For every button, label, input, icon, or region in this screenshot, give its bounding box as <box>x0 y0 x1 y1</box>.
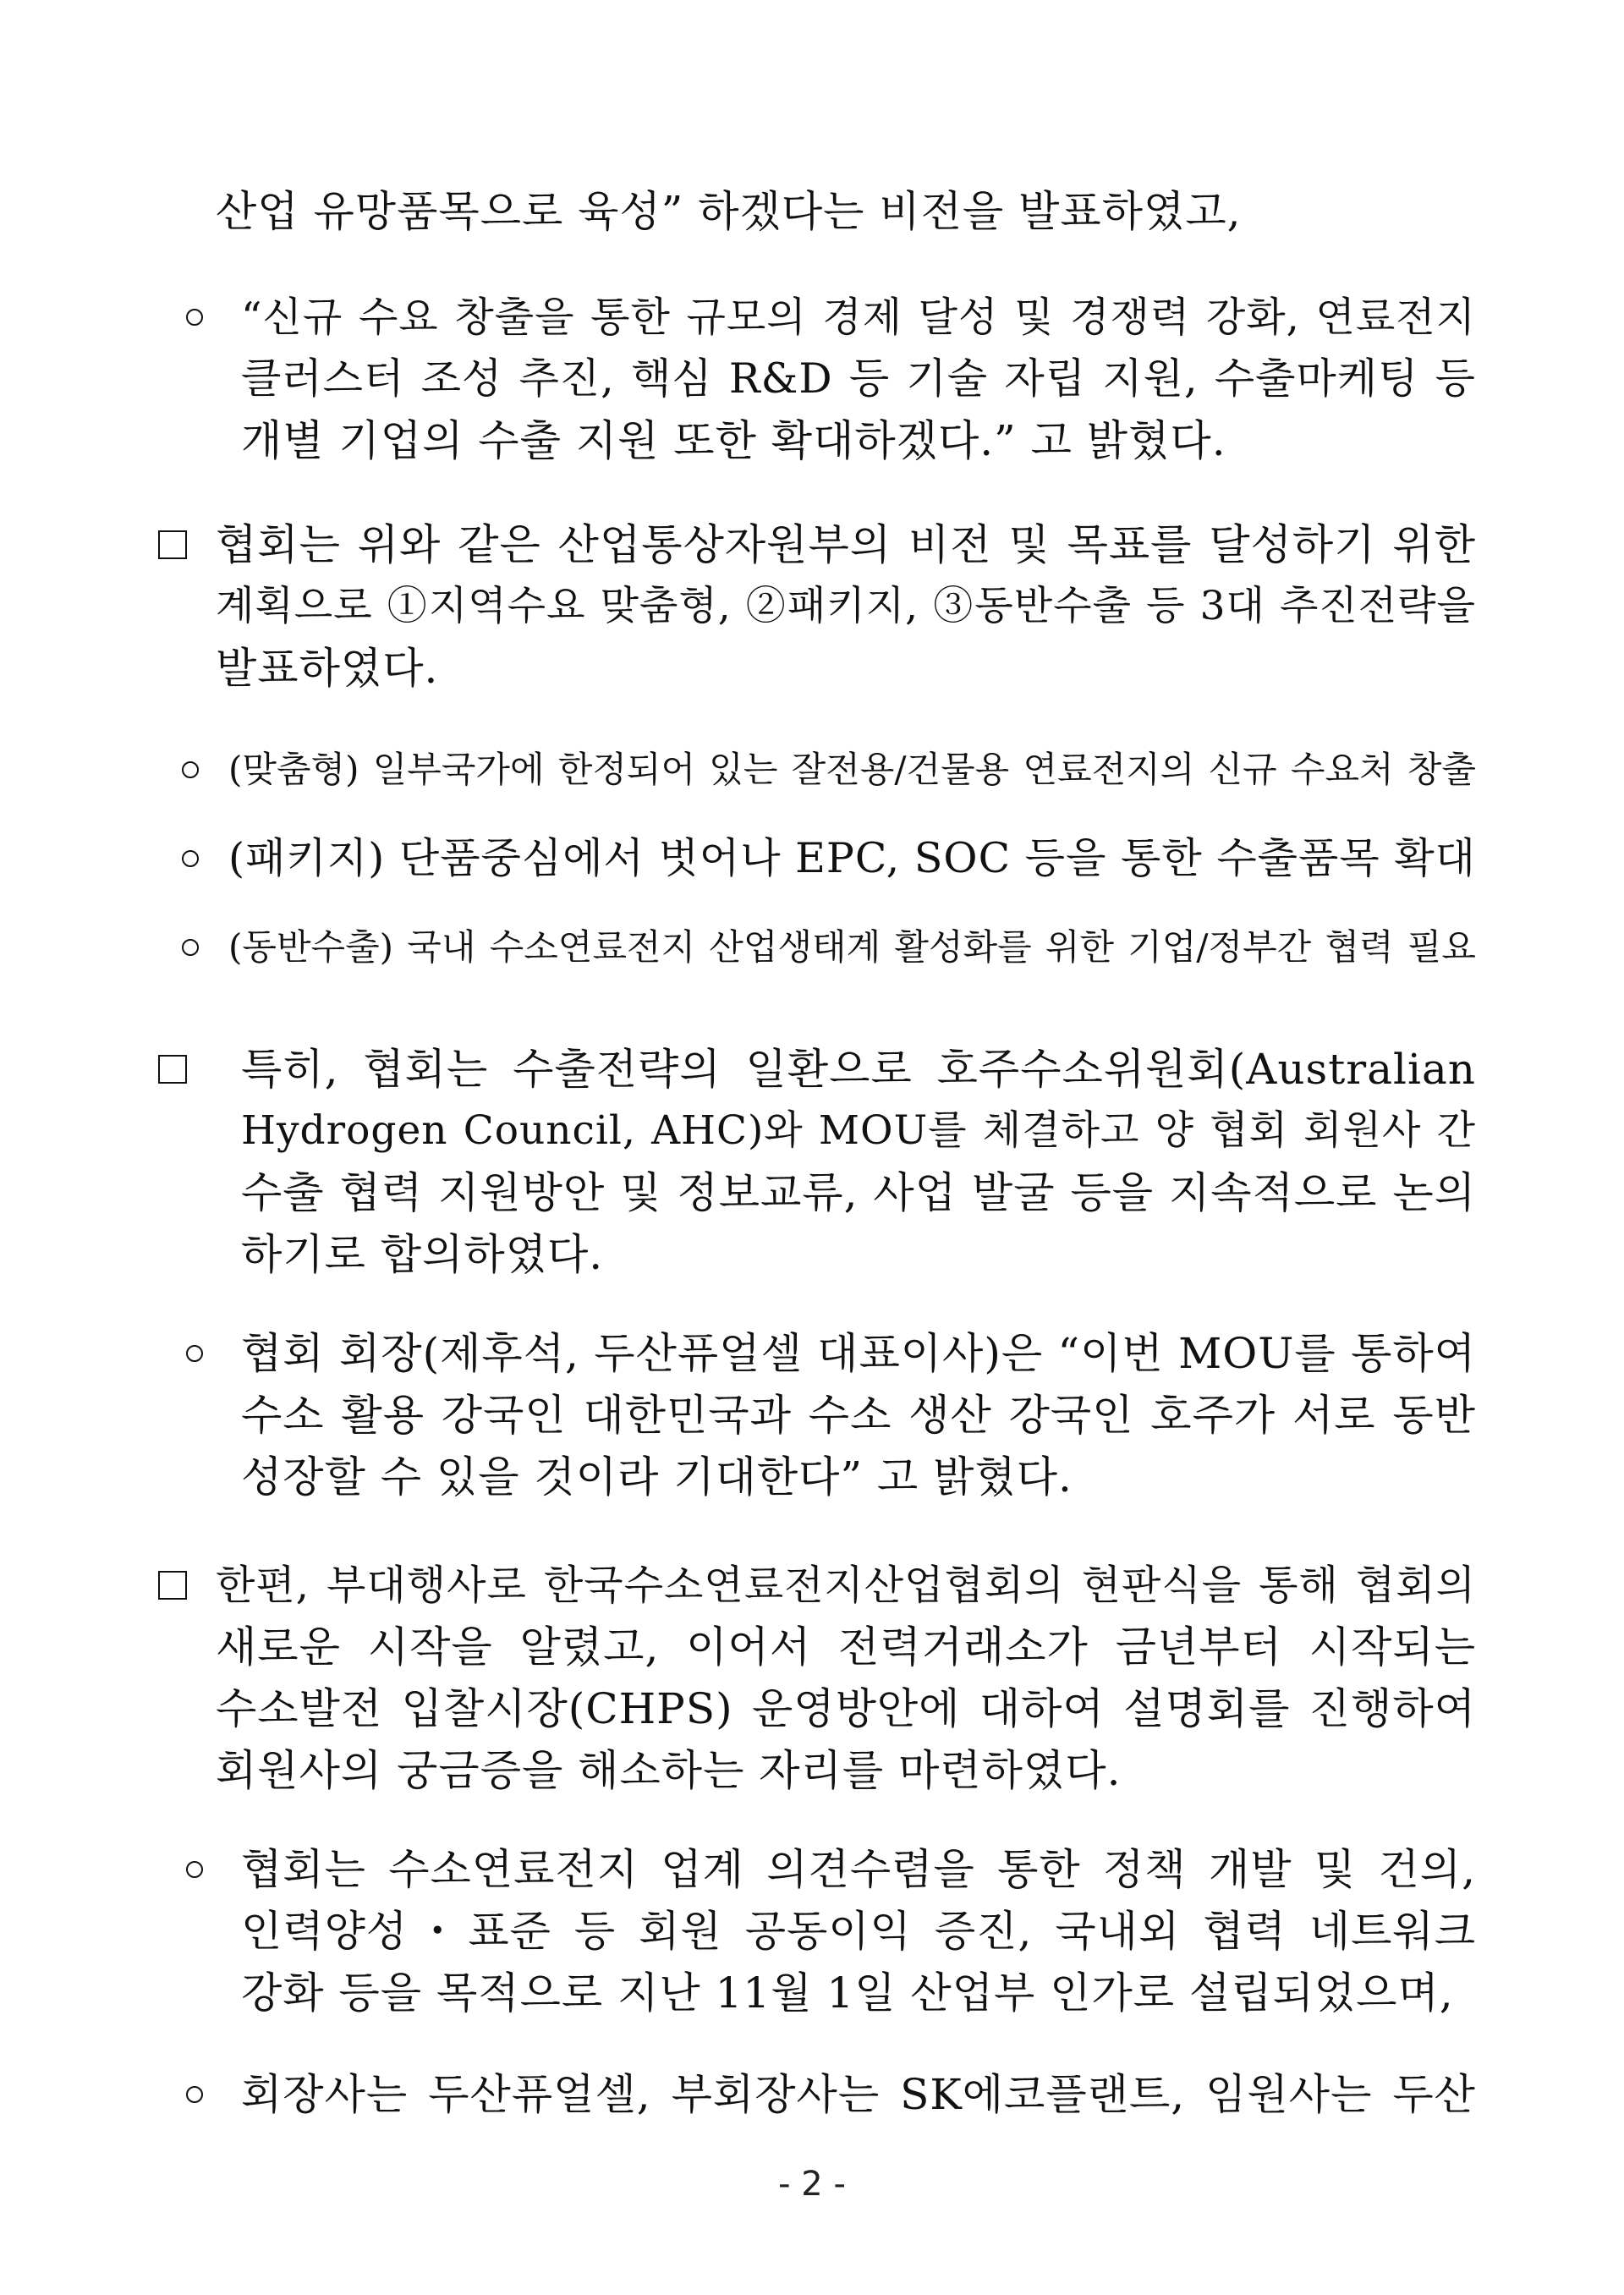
circle-bullet-icon <box>182 850 199 867</box>
text-line: 수소 활용 강국인 대한민국과 수소 생산 강국인 호주가 서로 동반 <box>241 1391 1476 1440</box>
text-line: 클러스터 조성 추진, 핵심 R&D 등 기술 자립 지원, 수출마케팅 등 <box>241 354 1476 403</box>
circle-bullet-icon <box>182 761 199 778</box>
square-bullet-icon <box>158 1571 187 1600</box>
text-line: 하기로 합의하였다. <box>241 1230 604 1279</box>
circle-bullet-icon <box>186 2086 203 2103</box>
text-line: (동반수출) 국내 수소연료전지 산업생태계 활성화를 위한 기업/정부간 협력 필요 <box>228 926 1476 968</box>
square-bullet-icon <box>158 530 187 559</box>
page-number: - 2 - <box>778 2165 846 2204</box>
square-bullet-icon <box>158 1055 187 1084</box>
text-line: 협회 회장(제후석, 두산퓨얼셀 대표이사)은 “이번 MOU를 통하여 <box>241 1329 1476 1378</box>
text-line: 산업 유망품목으로 육성” 하겠다는 비전을 발표하였고, <box>216 187 1242 236</box>
circle-bullet-icon <box>182 939 199 956</box>
text-line: 협회는 위와 같은 산업통상자원부의 비전 및 목표를 달성하기 위한 <box>216 520 1476 569</box>
circle-bullet-icon <box>186 1345 203 1362</box>
text-line: 특히, 협회는 수출전략의 일환으로 호주수소위원회(Australian <box>241 1045 1476 1094</box>
text-line: (맞춤형) 일부국가에 한정되어 있는 잘전용/건물용 연료전지의 신규 수요처 창출 <box>228 749 1476 790</box>
text-line: 개별 기업의 수출 지원 또한 확대하겠다.” 고 밝혔다. <box>241 416 1226 465</box>
text-line: 회원사의 궁금증을 해소하는 자리를 마련하였다. <box>216 1746 1122 1795</box>
text-line: 수출 협력 지원방안 및 정보교류, 사업 발굴 등을 지속적으로 논의 <box>241 1168 1476 1217</box>
text-line: 발표하였다. <box>216 644 439 693</box>
text-line: 회장사는 두산퓨얼셀, 부회장사는 SK에코플랜트, 임원사는 두산 <box>241 2070 1476 2119</box>
text-line: 성장할 수 있을 것이라 기대한다” 고 밝혔다. <box>241 1452 1073 1502</box>
text-line: 강화 등을 목적으로 지난 11월 1일 산업부 인가로 설립되었으며, <box>241 1968 1454 2018</box>
text-line: “신규 수요 창출을 통한 규모의 경제 달성 및 경쟁력 강화, 연료전지 <box>241 294 1476 341</box>
text-line: 인력양성・표준 등 회원 공동이익 증진, 국내외 협력 네트워크 <box>241 1907 1476 1956</box>
text-line: 계획으로 ①지역수요 맞춤형, ②패키지, ③동반수출 등 3대 추진전략을 <box>216 583 1476 629</box>
text-line: 수소발전 입찰시장(CHPS) 운영방안에 대하여 설명회를 진행하여 <box>216 1684 1476 1733</box>
text-line: 새로운 시작을 알렸고, 이어서 전력거래소가 금년부터 시작되는 <box>216 1622 1476 1672</box>
text-line: (패키지) 단품중심에서 벗어나 EPC, SOC 등을 통한 수출품목 확대 <box>228 834 1476 882</box>
text-line: 협회는 수소연료전지 업계 의견수렴을 통한 정책 개발 및 건의, <box>241 1845 1476 1894</box>
text-line: 한편, 부대행사로 한국수소연료전지산업협회의 현판식을 통해 협회의 <box>216 1562 1476 1609</box>
circle-bullet-icon <box>186 1861 203 1878</box>
text-line: Hydrogen Council, AHC)와 MOU를 체결하고 양 협회 회원사 간 <box>241 1107 1476 1154</box>
circle-bullet-icon <box>186 309 203 326</box>
